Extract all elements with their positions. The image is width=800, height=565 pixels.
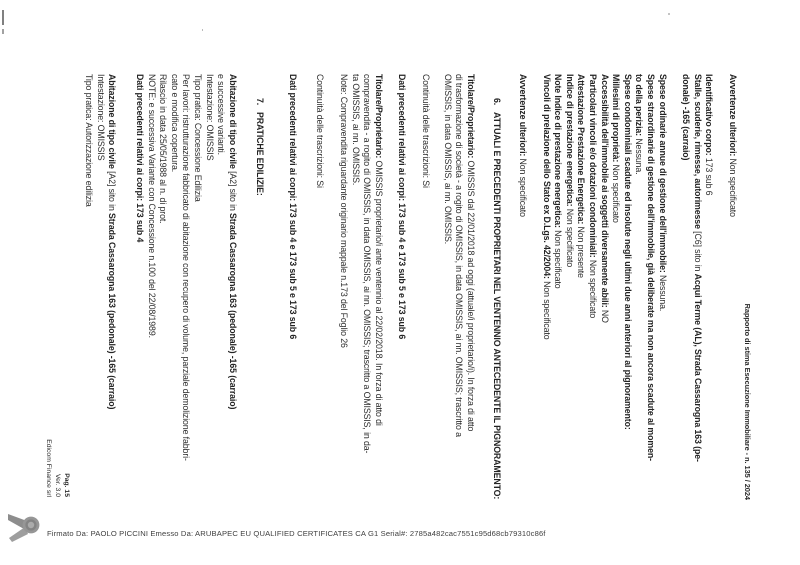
document-line: Accessibilità dell'immobile ai soggetti diversamente abili: NO	[599, 74, 610, 323]
document-line: Vincoli di prelazione dello Stato ex D.Lgs. 42/2004: Non specificato	[541, 74, 552, 340]
signature-text: Firmato Da: PAOLO PICCINI Emesso Da: ARUBAPEC EU QUALIFIED CERTIFICATES CA G1 Serial#: 2785a482cac7551c95d68cb79310c86f	[47, 529, 546, 538]
document-line: e successive varianti.	[216, 74, 227, 155]
version-label: Ver. 3.0	[54, 473, 62, 497]
report-body	[83, 74, 738, 516]
document-line: Tipo pratica: Autorizzazione edilizia	[84, 74, 95, 207]
document-line: Dati precedenti relativi ai corpi: 173 sub 4 e 173 sub 5 e 173 sub 6	[287, 74, 298, 340]
document-line: Per lavori: ristrutturazione fabbricato di abitazione con recupero di volume, parziale demolizione fabbri-	[181, 74, 192, 461]
document-line: Titolare/Proprietario: OMISSIS dal 22/01/2018 ad oggi (attuale/i proprietario/i). In forza di atto	[465, 74, 476, 432]
document-line: Note: Compravendita riguardante originario mappale n.173 del Foglio 26	[339, 74, 350, 348]
page-number: Pag. 15	[63, 473, 70, 497]
document-line: Indice di prestazione energetica: Non specificato	[564, 74, 575, 268]
document-line: Spese straordinarie di gestione dell'immobile, già deliberate ma non ancora scadute al momen-	[646, 74, 657, 461]
document-line: Spese ordinarie annue di gestione dell'immobile: Nessuna.	[657, 74, 668, 312]
document-line: Particolari vincoli e/o dotazioni condominiali: Non specificato	[588, 74, 599, 319]
scan-artifact	[202, 29, 203, 31]
document-line: OMISSIS, in data OMISSIS, ai nn. OMISSIS.	[442, 74, 453, 245]
section-number: 6.	[492, 98, 503, 106]
document-line: Attestazione Prestazione Energetica: Non presente	[576, 74, 587, 278]
report-footer	[44, 439, 70, 497]
document-line: Titolare/Proprietario: OMISSIS proprietario/i ante ventennio al 22/02/2018. In forza di atto di	[373, 74, 384, 426]
document-line: Abitazione di tipo civile [A2] sito in Strada Cassarogna 163 (pedonale) -165 (carraio)	[227, 74, 238, 410]
document-line: Continuità delle trascrizioni: Si	[421, 74, 432, 188]
section-heading: 7.PRATICHE EDILIZIE:	[255, 98, 266, 196]
document-line: Note Indice di prestazione energetica: Non specificato	[553, 74, 564, 289]
document-line: cato e modifica copertura.	[169, 74, 180, 173]
document-line: Dati precedenti relativi ai corpi: 173 sub 4 e 173 sub 5 e 173 sub 6	[396, 74, 407, 340]
document-line: Avvertenze ulteriori: Non specificato	[728, 74, 738, 217]
document-line: NOTE: e successiva Variante con Concessione n.100 del 22/08/1989.	[146, 74, 157, 338]
document-line: Identificativo corpo: 173 sub 6	[704, 74, 715, 196]
company-label: Edicom Finance srl	[45, 439, 53, 497]
document-line: Spese condominiali scadute ed insolute negli ultimi due anni anteriori al pignoramento:	[622, 74, 633, 430]
document-line: donale) -165 (carraio)	[681, 74, 692, 161]
document-line: compravendita - a rogito di OMISSIS, in data OMISSIS, ai nn. OMISSIS; trascritto a OMISSIS, in da-	[362, 74, 373, 454]
document-line: Intestazione: OMISSIS	[204, 74, 215, 161]
document-line: Millesimi di proprietà: Non specificato	[611, 74, 622, 223]
document-line: Tipo pratica: Concessione Edilizia	[193, 74, 203, 202]
section-number: 7.	[255, 98, 266, 106]
document-line: Stalle, scuderie, rimesse, autorimesse [C6] sito in Acqui Terme (AL), Strada Cassarogna 163 (pe-	[692, 74, 703, 462]
document-line: Continuità delle trascrizioni: Si	[314, 74, 325, 188]
scan-artifact	[2, 10, 4, 25]
document-line: ta OMISSIS, ai nn. OMISSIS.	[350, 74, 361, 186]
document-line: Avvertenze ulteriori: Non specificato	[518, 74, 529, 217]
scan-artifact	[668, 13, 670, 15]
report-header-title: Rapporto di stima Esecuzione Immobiliare - n. 135 / 2024	[743, 303, 752, 500]
document-line: Rilascio in data 25/05/1988 al n. di prot.	[158, 74, 169, 224]
document-line: to della perizia: Nessuna.	[634, 74, 645, 175]
scan-artifact	[2, 29, 4, 34]
section-heading: 6.ATTUALI E PRECEDENTI PROPRIETARI NEL VENTENNIO ANTECEDENTE IL PIGNORAMENTO:	[492, 98, 503, 500]
document-line: Intestazione: OMISSIS	[95, 74, 106, 161]
document-line: Dati precedenti relativi ai corpi: 173 sub 4	[135, 74, 146, 243]
document-line: di trasformazione di società - a rogito di OMISSIS, in data OMISSIS, ai nn. OMISSIS; trascritto a	[454, 74, 465, 437]
document-line: Abitazione di tipo civile [A2] sito in Strada Cassarogna 163 (pedonale) -165 (carraio)	[107, 74, 118, 410]
